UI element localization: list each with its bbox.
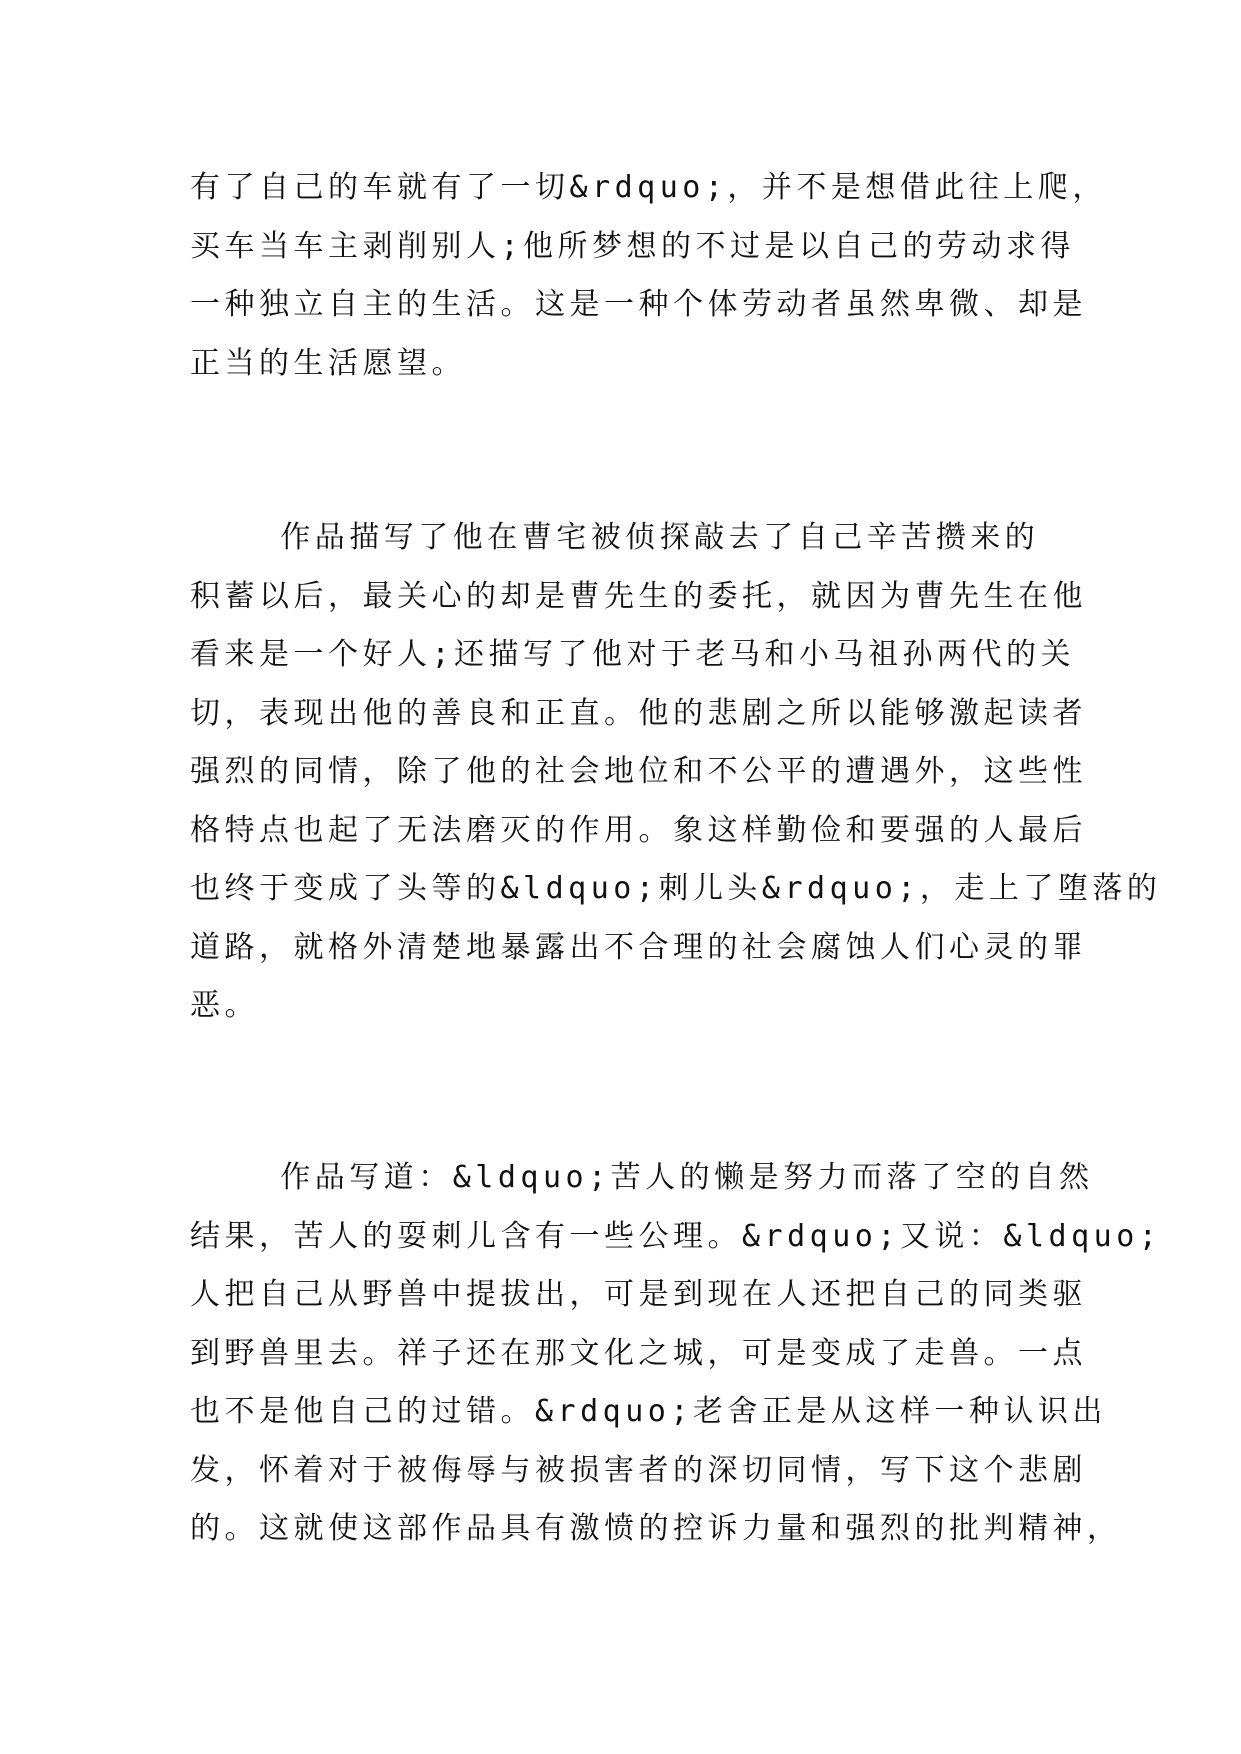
text-line: 也终于变成了头等的&ldquo;刺儿头&rdquo;，走上了堕落的	[190, 871, 1162, 906]
text-line: 作品写道：&ldquo;苦人的懒是努力而落了空的自然	[190, 1160, 1094, 1195]
text-line: 看来是一个好人;还描写了他对于老马和小马祖孙两代的关	[190, 637, 1076, 672]
text-line: 到野兽里去。祥子还在那文化之城，可是变成了走兽。一点	[190, 1335, 1087, 1371]
text-line: 恶。	[190, 988, 259, 1023]
paragraph-2	[190, 509, 1162, 1036]
text-line: 正当的生活愿望。	[190, 345, 466, 381]
text-line: 作品描写了他在曹宅被侦探敲去了自己辛苦攒来的	[190, 520, 1040, 555]
text-line: 道路，就格外清楚地暴露出不合理的社会腐蚀人们心灵的罪	[190, 929, 1087, 965]
text-line: 买车当车主剥削别人;他所梦想的不过是以自己的劳动求得	[190, 228, 1076, 264]
text-line: 人把自己从野兽中提拔出，可是到现在人还把自己的同类驱	[190, 1277, 1087, 1312]
text-line: 也不是他自己的过错。&rdquo;老舍正是从这样一种认识出	[190, 1394, 1107, 1429]
paragraph-1	[190, 159, 1107, 393]
text-line: 发，怀着对于被侮辱与被损害者的深切同情，写下这个悲剧	[190, 1452, 1087, 1488]
text-line: 切，表现出他的善良和正直。他的悲剧之所以能够激起读者	[190, 695, 1087, 731]
text-line: 积蓄以后，最关心的却是曹先生的委托，就因为曹先生在他	[190, 578, 1087, 614]
text-line: 强烈的同情，除了他的社会地位和不公平的遭遇外，这些性	[190, 754, 1087, 789]
text-line: 有了自己的车就有了一切&rdquo;，并不是想借此往上爬，	[190, 170, 1107, 205]
text-line: 格特点也起了无法磨灭的作用。象这样勤俭和要强的人最后	[190, 812, 1087, 848]
text-line: 的。这就使这部作品具有激愤的控诉力量和强烈的批判精神，	[190, 1511, 1122, 1546]
text-line: 结果，苦人的耍刺儿含有一些公理。&rdquo;又说：&ldquo;	[190, 1218, 1162, 1254]
text-line: 一种独立自主的生活。这是一种个体劳动者虽然卑微、却是	[190, 287, 1087, 322]
paragraph-3	[190, 1149, 1162, 1559]
